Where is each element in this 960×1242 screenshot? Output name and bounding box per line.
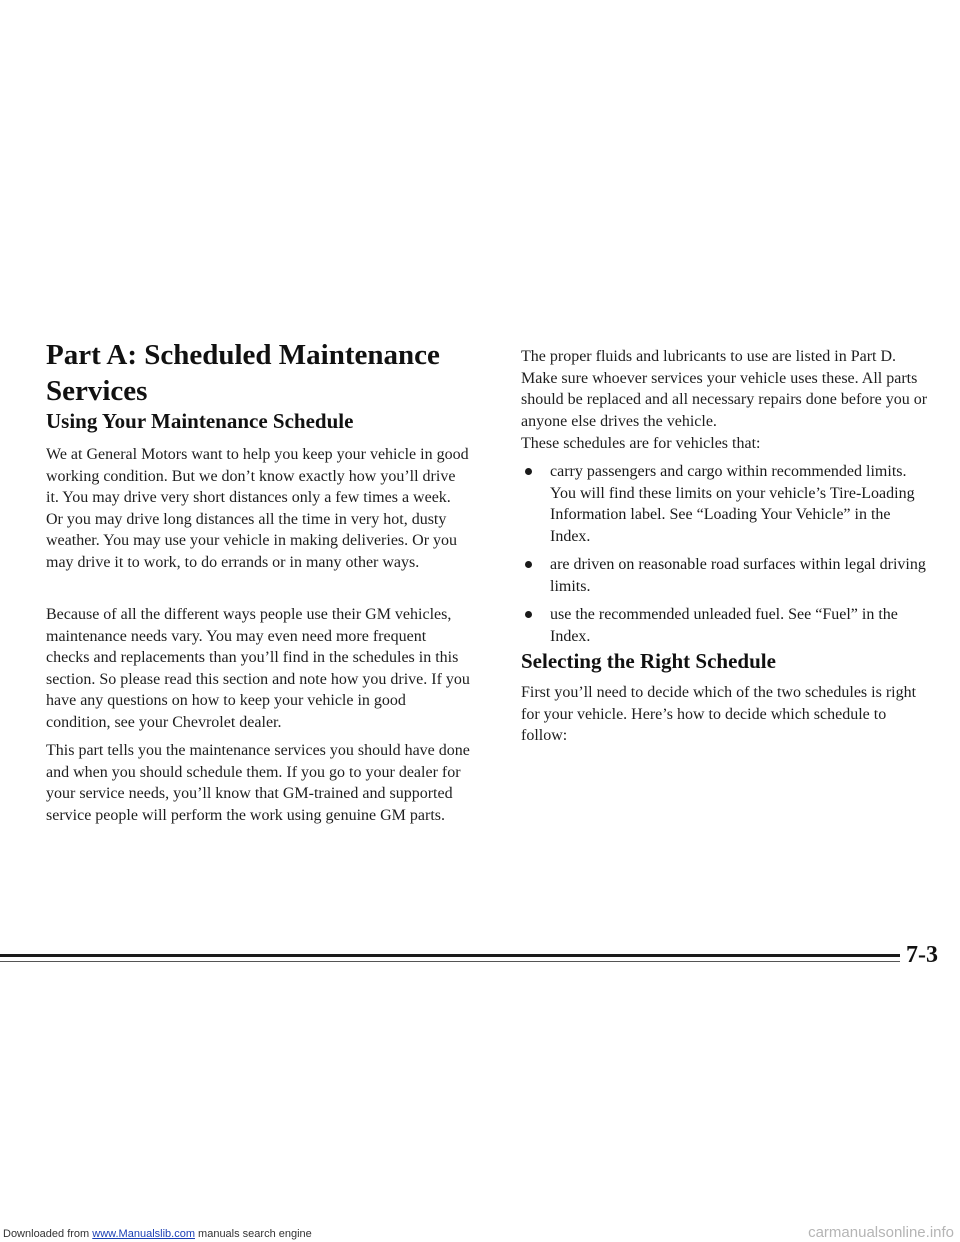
vehicle-conditions-list: [521, 461, 933, 654]
list-item-text: carry passengers and cargo within recommended limits. You will find these limits on your vehicle’s Tire-Loading Information label. See “Loading Your Vehicle” in the Index.: [550, 463, 915, 545]
list-item: [521, 554, 933, 597]
download-footer: [3, 1227, 312, 1241]
paragraph: These schedules are for vehicles that:: [521, 435, 761, 452]
watermark: carmanualsonline.info: [808, 1224, 954, 1241]
bullet-icon: [525, 468, 532, 475]
section-title-selecting-schedule: Selecting the Right Schedule: [521, 649, 776, 673]
paragraph: The proper fluids and lubricants to use are listed in Part D. Make sure whoever services your vehicle uses these. All parts should be replaced and all necessary repairs done before you or anyone else drives the vehicle.: [521, 348, 928, 430]
footer-prefix: Downloaded from: [3, 1228, 93, 1240]
manualslib-link[interactable]: www.Manualslib.com: [92, 1228, 195, 1240]
section-title-using-schedule: Using Your Maintenance Schedule: [46, 409, 354, 433]
footer-rule: [0, 954, 900, 957]
footer-suffix: manuals search engine: [194, 1228, 312, 1240]
paragraph: This part tells you the maintenance services you should have done and when you should schedule them. If you go to your dealer for your service needs, you’ll know that GM-trained and supported service people will perform the work using genuine GM parts.: [46, 742, 470, 824]
bullet-icon: [525, 611, 532, 618]
bullet-icon: [525, 561, 532, 568]
footer-rule-thin: [0, 961, 900, 962]
part-title: Part A: Scheduled Maintenance Services: [46, 339, 440, 407]
list-item-text: are driven on reasonable road surfaces within legal driving limits.: [550, 556, 926, 595]
paragraph: We at General Motors want to help you keep your vehicle in good working condition. But we don’t know exactly how you’ll drive it. You may drive very short distances only a few times a week. Or you may drive long distances all the time in very hot, dusty weather. You may use your vehicle in making deliveries. Or you may drive it to work, to do errands or in many other ways.: [46, 446, 469, 571]
list-item-text: use the recommended unleaded fuel. See “Fuel” in the Index.: [550, 606, 898, 645]
page-number: 7-3: [906, 942, 938, 968]
paragraph: Because of all the different ways people use their GM vehicles, maintenance needs vary. You may even need more frequent checks and replacements than you’ll find in the schedules in this section. So please read this section and note how you drive. If you have any questions on how to keep your vehicle in good condition, see your Chevrolet dealer.: [46, 606, 470, 731]
list-item: [521, 461, 933, 547]
paragraph: First you’ll need to decide which of the two schedules is right for your vehicle. Here’s how to decide which schedule to follow:: [521, 684, 917, 744]
list-item: [521, 604, 933, 647]
